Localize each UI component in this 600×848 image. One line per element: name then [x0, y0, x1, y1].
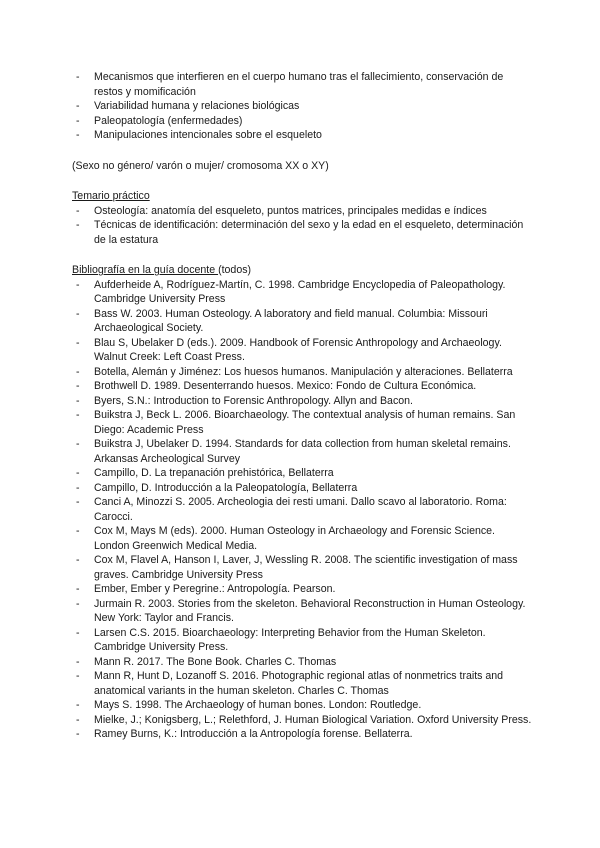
- document-content: [72, 70, 532, 742]
- list-item: - Botella, Alemán y Jiménez: Los huesos humanos. Manipulación y alteraciones. Bellaterra: [72, 365, 532, 380]
- list-item: - Brothwell D. 1989. Desenterrando huesos. Mexico: Fondo de Cultura Económica.: [72, 379, 532, 394]
- list-item: - Mielke, J.; Konigsberg, L.; Relethford, J. Human Biological Variation. Oxford University Press.: [72, 713, 532, 728]
- bibliography-list: [72, 278, 532, 742]
- list-item: - Campillo, D. Introducción a la Paleopatología, Bellaterra: [72, 481, 532, 496]
- list-item: - Blau S, Ubelaker D (eds.). 2009. Handbook of Forensic Anthropology and Archaeology. Walnut Creek: Left Coast Press.: [72, 336, 532, 365]
- list-item: - Bass W. 2003. Human Osteology. A laboratory and field manual. Columbia: Missouri Archaeological Society.: [72, 307, 532, 336]
- list-item: - Mann R. 2017. The Bone Book. Charles C. Thomas: [72, 655, 532, 670]
- list-item: - Mays S. 1998. The Archaeology of human bones. London: Routledge.: [72, 698, 532, 713]
- list-item: - Paleopatología (enfermedades): [72, 114, 532, 129]
- list-item: - Jurmain R. 2003. Stories from the skeleton. Behavioral Reconstruction in Human Osteology. New York: Taylor and Francis.: [72, 597, 532, 626]
- list-item: - Buikstra J, Ubelaker D. 1994. Standards for data collection from human skeletal remains. Arkansas Archeological Survey: [72, 437, 532, 466]
- list-item: - Manipulaciones intencionales sobre el esqueleto: [72, 128, 532, 143]
- practical-list: [72, 204, 532, 248]
- bibliography-heading-underlined: Bibliografía en la guía docente: [72, 264, 219, 276]
- list-item: - Aufderheide A, Rodríguez-Martín, C. 1998. Cambridge Encyclopedia of Paleopathology. Cambridge University Press: [72, 278, 532, 307]
- list-item: - Larsen C.S. 2015. Bioarchaeology: Interpreting Behavior from the Human Skeleton. Cambridge University Press.: [72, 626, 532, 655]
- list-item: - Cox M, Flavel A, Hanson I, Laver, J, Wessling R. 2008. The scientific investigation of mass graves. Cambridge University Press: [72, 553, 532, 582]
- list-item: - Ramey Burns, K.: Introducción a la Antropología forense. Bellaterra.: [72, 727, 532, 742]
- sex-note: (Sexo no género/ varón o mujer/ cromosoma XX o XY): [72, 159, 329, 172]
- list-item: - Ember, Ember y Peregrine.: Antropología. Pearson.: [72, 582, 532, 597]
- list-item: - Osteología: anatomía del esqueleto, puntos matrices, principales medidas e índices: [72, 204, 532, 219]
- list-item: - Buikstra J, Beck L. 2006. Bioarchaeology. The contextual analysis of human remains. San Diego: Academic Press: [72, 408, 532, 437]
- list-item: - Mann R, Hunt D, Lozanoff S. 2016. Photographic regional atlas of nonmetrics traits and anatomical variants in the human skeleton. Charles C. Thomas: [72, 669, 532, 698]
- theory-list: [72, 70, 532, 143]
- list-item: - Canci A, Minozzi S. 2005. Archeologia dei resti umani. Dallo scavo al laboratorio. Roma: Carocci.: [72, 495, 532, 524]
- bibliography-heading-rest: (todos): [218, 264, 252, 276]
- list-item: - Técnicas de identificación: determinación del sexo y la edad en el esqueleto, determinación de la estatura: [72, 218, 532, 247]
- list-item: - Byers, S.N.: Introduction to Forensic Anthropology. Allyn and Bacon.: [72, 394, 532, 409]
- list-item: - Campillo, D. La trepanación prehistórica, Bellaterra: [72, 466, 532, 481]
- list-item: - Variabilidad humana y relaciones biológicas: [72, 99, 532, 114]
- bibliography-heading: [72, 263, 532, 278]
- list-item: - Mecanismos que interfieren en el cuerpo humano tras el fallecimiento, conservación de restos y momificación: [72, 70, 532, 99]
- practical-heading: Temario práctico: [72, 190, 150, 202]
- list-item: - Cox M, Mays M (eds). 2000. Human Osteology in Archaeology and Forensic Science. London Greenwich Medical Media.: [72, 524, 532, 553]
